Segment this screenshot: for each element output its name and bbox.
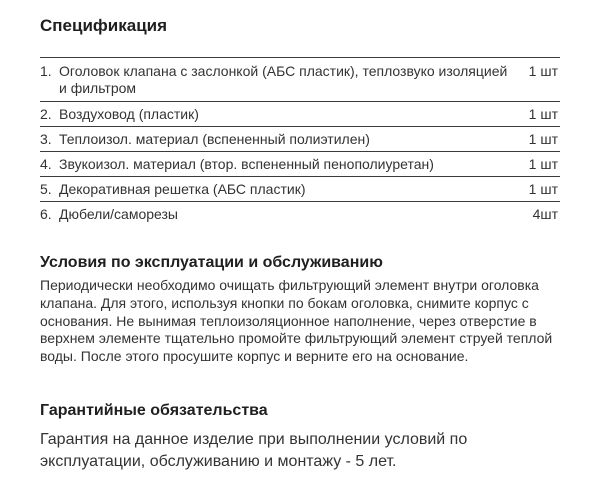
spec-item-quantity: 1 шт [528,156,558,172]
spec-item-quantity: 4шт [532,206,558,222]
spec-item-quantity: 1 шт [528,181,558,197]
spec-item-quantity: 1 шт [528,63,558,79]
spec-item-name: Дюбели/саморезы [59,206,178,222]
conditions-heading: Условия по эксплуатации и обслуживанию [40,254,383,271]
spec-item-name: Теплоизол. материал (вспененный полиэтилен) [59,131,370,147]
spec-item-number: 4. [40,156,52,172]
spec-item-number: 2. [40,106,52,122]
spec-item-number: 6. [40,206,52,222]
spec-item-number: 5. [40,181,52,197]
spec-item-name: Оголовок клапана с заслонкой (АБС пластик), теплозвуко изоляцией и фильтром [59,63,508,96]
spec-item-name: Звукоизол. материал (втор. вспененный пенополиуретан) [59,156,434,172]
spec-item [40,151,560,176]
spec-item-number: 3. [40,131,52,147]
spec-item-quantity: 1 шт [528,131,558,147]
spec-item [40,126,560,151]
spec-item-name: Воздуховод (пластик) [59,106,199,122]
spec-item-number: 1. [40,63,52,79]
spec-list [40,57,560,226]
spec-title: Спецификация [40,16,168,35]
warranty-text: Гарантия на данное изделие при выполнении условий по эксплуатации, обслуживанию и монтажу - 5 лет. [40,431,468,470]
spec-item [40,101,560,126]
spec-item [40,201,560,226]
spec-item-quantity: 1 шт [528,106,558,122]
spec-item-name: Декоративная решетка (АБС пластик) [59,181,306,197]
spec-item [40,57,560,101]
warranty-heading: Гарантийные обязательства [40,402,268,419]
spec-item [40,176,560,201]
conditions-text: Периодически необходимо очищать фильтрующий элемент внутри оголовка клапана. Для этого, используя кнопки по бокам оголовка, снимите корпус с основания. Не вынимая теплоизоляционное наполнение, через отверстие в верхнем элементе тщательно промойте фильтрующий элемент струей теплой воды. После этого просушите корпус и верните его на основание. [40,277,553,365]
